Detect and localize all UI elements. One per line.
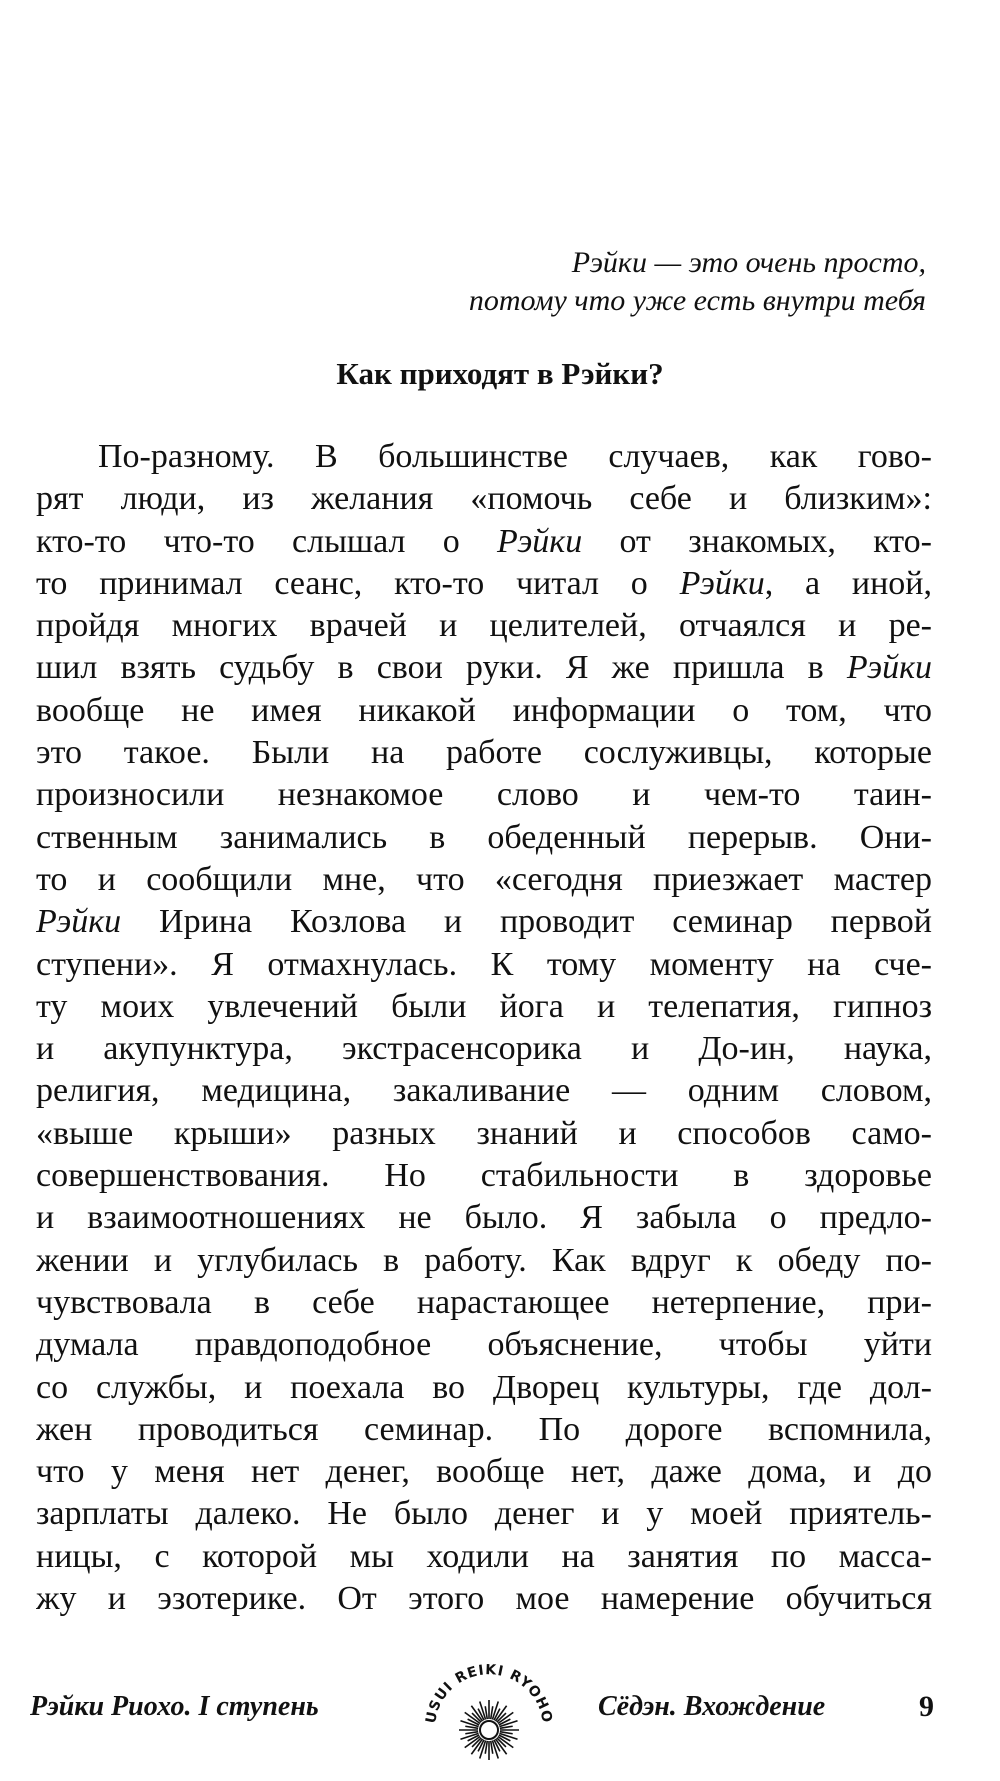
text-run: что у меня нет денег, вообще нет, даже дома, и до bbox=[36, 1453, 932, 1491]
epigraph bbox=[469, 244, 926, 320]
text-run: пройдя многих врачей и целителей, отчаялся и ре- bbox=[36, 607, 932, 645]
text-line bbox=[36, 1282, 932, 1324]
usui-reiki-ryoho-logo bbox=[414, 1652, 564, 1762]
text-run: то принимал сеанс, кто-то читал о bbox=[36, 564, 680, 602]
text-line bbox=[36, 1028, 932, 1070]
text-run: ту моих увлечений были йога и телепатия, гипноз bbox=[36, 987, 932, 1025]
text-line bbox=[36, 986, 932, 1028]
text-run: рят люди, из желания «помочь себе и близким»: bbox=[36, 480, 932, 518]
text-line bbox=[36, 901, 932, 943]
text-run: и акупунктура, экстрасенсорика и До-ин, наука, bbox=[36, 1030, 932, 1068]
text-run: чувствовала в себе нарастающее нетерпение, при- bbox=[36, 1283, 932, 1321]
text-line bbox=[36, 1155, 932, 1197]
body-paragraph bbox=[36, 436, 932, 1620]
epigraph-line-1: Рэйки — это очень просто, bbox=[571, 246, 926, 279]
text-line bbox=[36, 1536, 932, 1578]
text-run: ственным занимались в обеденный перерыв. Они- bbox=[36, 818, 932, 856]
text-line bbox=[36, 521, 932, 563]
text-line bbox=[36, 1324, 932, 1366]
text-run: По-разному. В большинстве случаев, как гово- bbox=[98, 438, 932, 475]
text-line bbox=[36, 1578, 932, 1620]
text-line bbox=[36, 1451, 932, 1493]
text-line bbox=[36, 817, 932, 859]
text-line bbox=[36, 436, 932, 478]
text-run: и взаимоотношениях не было. Я забыла о предло- bbox=[36, 1199, 932, 1237]
text-line bbox=[36, 1240, 932, 1282]
text-line bbox=[36, 1070, 932, 1112]
text-line bbox=[36, 1197, 932, 1239]
text-run: жен проводиться семинар. По дороге вспомнила, bbox=[36, 1410, 932, 1448]
text-run: от знакомых, кто- bbox=[582, 522, 932, 560]
text-run: произносили незнакомое слово и чем-то таин- bbox=[36, 776, 932, 814]
text-line bbox=[36, 1113, 932, 1155]
text-line bbox=[36, 647, 932, 689]
text-run: то и сообщили мне, что «сегодня приезжает мастер bbox=[36, 860, 932, 898]
text-run: Ирина Козлова и проводит семинар первой bbox=[121, 903, 932, 941]
text-line bbox=[36, 859, 932, 901]
italic-term: Рэйки bbox=[846, 649, 932, 687]
text-run: ступени». Я отмахнулась. К тому моменту на сче- bbox=[36, 945, 932, 983]
text-run: шил взять судьбу в свои руки. Я же пришла в bbox=[36, 649, 847, 687]
italic-term: Рэйки bbox=[36, 903, 122, 941]
text-run: религия, медицина, закаливание — одним словом, bbox=[36, 1072, 932, 1110]
text-line bbox=[36, 563, 932, 605]
footer-book-title: Рэйки Риохо. I ступень bbox=[30, 1691, 319, 1722]
text-run: думала правдоподобное объяснение, чтобы уйти bbox=[36, 1326, 932, 1364]
sun-emblem-icon bbox=[414, 1652, 564, 1762]
text-line bbox=[36, 478, 932, 520]
epigraph-line-2: потому что уже есть внутри тебя bbox=[468, 284, 926, 317]
section-heading: Как приходят в Рэйки? bbox=[336, 356, 664, 391]
text-line bbox=[36, 1409, 932, 1451]
italic-term: Рэйки bbox=[497, 522, 583, 560]
text-run: ницы, с которой мы ходили на занятия по масса- bbox=[36, 1537, 932, 1575]
text-run: жении и углубилась в работу. Как вдруг к обеду по- bbox=[36, 1241, 932, 1279]
text-run: вообще не имея никакой информации о том, что bbox=[36, 691, 932, 729]
text-line bbox=[36, 1367, 932, 1409]
text-run: жу и эзотерике. От этого мое намерение обучиться bbox=[36, 1580, 932, 1618]
text-run: , а иной, bbox=[764, 564, 932, 602]
text-run: это такое. Были на работе сослуживцы, которые bbox=[36, 734, 932, 772]
footer-chapter-title: Сёдэн. Вхождение bbox=[598, 1691, 826, 1722]
text-line bbox=[36, 732, 932, 774]
text-line bbox=[36, 944, 932, 986]
text-line bbox=[36, 690, 932, 732]
text-line bbox=[36, 605, 932, 647]
text-run: зарплаты далеко. Не было денег и у моей приятель- bbox=[36, 1495, 932, 1533]
text-run: «выше крыши» разных знаний и способов само- bbox=[36, 1114, 932, 1152]
page-footer bbox=[30, 1664, 934, 1756]
text-run: совершенствования. Но стабильности в здоровье bbox=[36, 1157, 932, 1195]
text-run: кто-то что-то слышал о bbox=[36, 522, 498, 560]
logo-arc-text: USUI REIKI RYOHO bbox=[423, 1662, 555, 1725]
text-line bbox=[36, 774, 932, 816]
page-number: 9 bbox=[919, 1690, 934, 1723]
italic-term: Рэйки bbox=[679, 564, 765, 602]
text-run: со службы, и поехала во Дворец культуры, где дол- bbox=[36, 1368, 932, 1406]
text-line bbox=[36, 1493, 932, 1535]
